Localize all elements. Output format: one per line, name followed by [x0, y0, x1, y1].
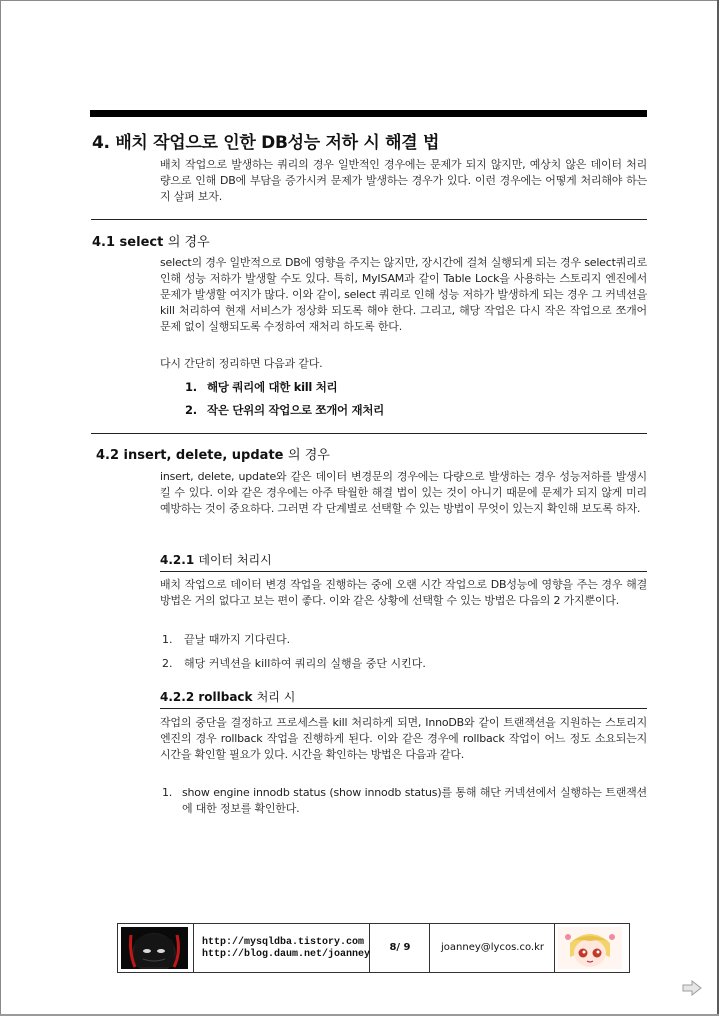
footer-link-daum[interactable]: http://blog.daum.net/joanney: [202, 949, 371, 960]
list-item-number: 2.: [185, 403, 197, 417]
footer-email-cell: [430, 924, 555, 972]
section-4-2-title-ko: 의 경우: [288, 448, 330, 463]
subsection-underline: [160, 571, 647, 572]
list-item-number: 2.: [162, 657, 173, 670]
section-4-1-summary-intro: 다시 간단히 정리하면 다음과 같다.: [160, 357, 323, 370]
list-item-text: 작은 단위의 작업으로 쪼개어 재처리: [207, 403, 384, 417]
section-divider: [91, 433, 647, 434]
list-item-number: 1.: [162, 786, 173, 799]
section-4-heading: [92, 128, 439, 153]
section-4-2-1-body: 배치 작업으로 데이터 변경 작업을 진행하는 중에 오랜 시간 작업으로 DB성능에 영향을 주는 경우 해결 방법은 거의 없다고 보는 편이 좋다. 이와 같은 상황에 선택할 수 있는 방법은 다음의 2 가지뿐이다.: [160, 578, 647, 607]
section-4-2-heading: [96, 444, 330, 463]
page-footer: [117, 923, 630, 973]
list-item-text: 해당 쿼리에 대한 kill 처리: [207, 380, 338, 394]
section-4-2-2-title-ko: 처리 시: [256, 690, 296, 704]
list-item-text: show engine innodb status (show innodb status)를 통해 해단 커넥션에서 실행하는 트랜잭션에 대한 정보를 확인한다.: [182, 786, 647, 815]
section-4-2-title: 4.2 insert, delete, update: [96, 448, 284, 463]
section-4-2-2-body: 작업의 중단을 결정하고 프로세스를 kill 처리하게 되면, InnoDB와 같이 트랜잭션을 지원하는 스토리지 엔진의 경우 rollback 작업을 진행하게 된다. 이와 같은 경우에 rollback 작업이 어느 정도 소요되는지 시간을 확인할 필요가 있다. 시간을 확인하는 방법은 다음과 같다.: [160, 716, 647, 761]
list-item: [162, 631, 290, 647]
footer-links-cell: [194, 924, 370, 972]
page-number: 8/ 9: [389, 942, 411, 953]
avatar: [121, 927, 188, 969]
footer-avatar-cell-left: [118, 924, 194, 972]
section-4-2-1-title-ko: 데이터 처리시: [198, 553, 272, 567]
footer-email[interactable]: joanney@lycos.co.kr: [441, 942, 544, 953]
section-4-1-body: select의 경우 일반적으로 DB에 영향을 주지는 않지만, 장시간에 걸쳐 실행되게 되는 경우 select쿼리로 인해 성능 저하가 발생할 수도 있다. 특히, MyISAM과 같이 Table Lock을 사용하는 스토리지 엔진에서 문제가 발생할 여지가 많다. 이와 같이, select 쿼리로 인해 성능 저하가 발생하게 되는 경우 그 커넥션을 kill 처리하여 현재 서비스가 정상화 되도록 해야 한다. 그리고, 해당 작업은 다시 작은 작업으로 쪼개어 문제 없이 실행되도록 수정하여 재처리 하도록 한다.: [160, 256, 647, 333]
list-item: [162, 785, 647, 817]
list-item: [185, 379, 337, 395]
footer-avatar-cell-right: [555, 924, 629, 972]
list-item-number: 1.: [162, 633, 173, 646]
list-item-number: 1.: [185, 380, 197, 394]
section-4-1-title: 4.1 select: [92, 235, 164, 250]
list-item-text: 해당 커넥션을 kill하여 쿼리의 실행을 중단 시킨다.: [184, 657, 426, 670]
section-4-2-1-title: 4.2.1: [160, 553, 195, 567]
section-4-intro: 배치 작업으로 발생하는 쿼리의 경우 일반적인 경우에는 문제가 되지 않지만, 예상치 않은 데이터 처리 량으로 인해 DB에 부담을 증가시켜 문제가 발생하는 경우가 있다. 이런 경우에는 어떻게 처리해야 하는지 살펴 보자.: [160, 158, 647, 203]
section-divider: [91, 219, 647, 220]
avatar: [558, 927, 622, 969]
list-item: [162, 655, 426, 671]
footer-link-tistory[interactable]: http://mysqldba.tistory.com: [202, 937, 365, 948]
section-4-1-heading: [92, 231, 210, 250]
section-4-title: 배치 작업으로 인한 DB성능 저하 시 해결 법: [115, 133, 440, 153]
section-4-2-2-heading: [160, 688, 295, 705]
section-4-2-body: insert, delete, update와 같은 데이터 변경문의 경우에는 다량으로 발생하는 경우 성능저하를 발생시킬 수 있다. 이와 같은 경우에는 아주 탁월한 해결 법이 있는 것이 아니기 때문에 문제가 되지 않게 미리 예방하는 것이 중요하다. 그러면 각 단계별로 선택할 수 있는 방법이 무엇이 있는지 확인해 보도록 하자.: [160, 470, 647, 515]
subsection-underline: [160, 708, 647, 709]
section-4-2-2-title: 4.2.2 rollback: [160, 690, 253, 704]
section-4-1-title-ko: 의 경우: [167, 235, 210, 250]
list-item: [185, 402, 384, 418]
section-4-number: 4.: [92, 133, 110, 153]
section-4-2-1-heading: [160, 551, 272, 568]
header-thick-rule: [90, 110, 647, 117]
next-page-arrow-icon[interactable]: [682, 980, 702, 996]
footer-page-cell: [370, 924, 430, 972]
list-item-text: 끝날 때까지 기다린다.: [184, 633, 291, 646]
